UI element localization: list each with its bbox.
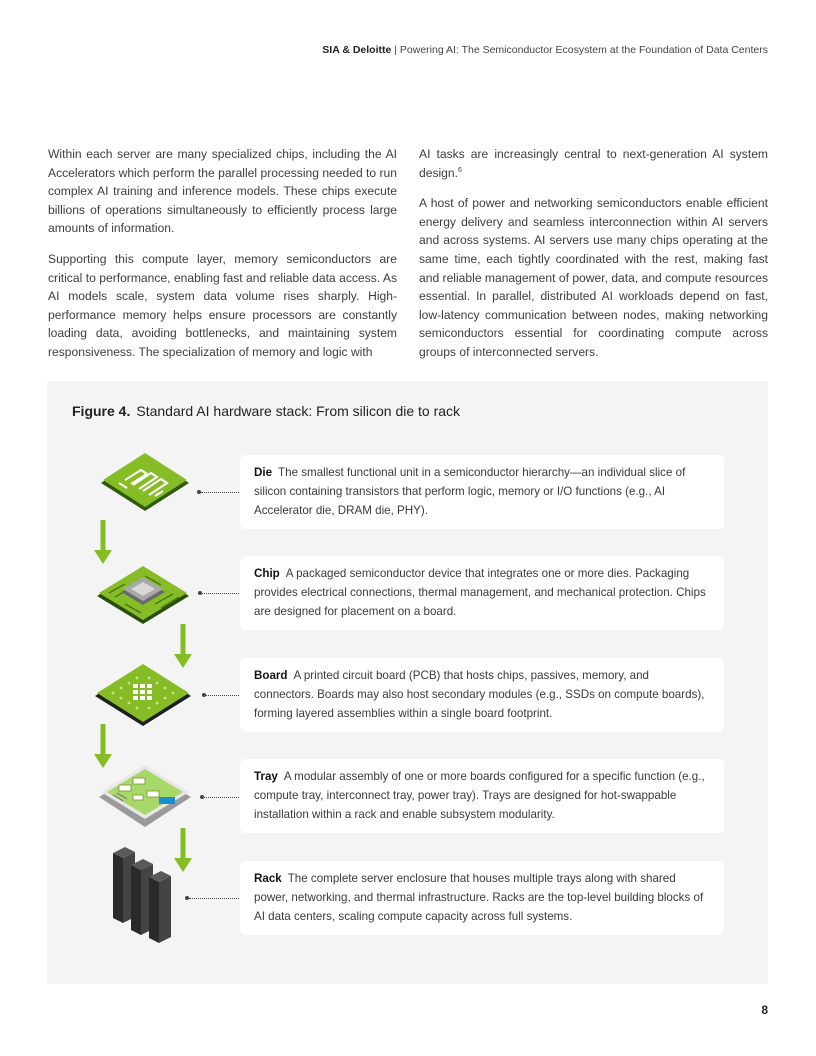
level-description: The smallest functional unit in a semiconductor hierarchy—an individual slice of silicon containing transistors that perform logic, memory or I/O functions (e.g., AI Accelerator die, DRAM die, PHY). <box>254 466 686 517</box>
figure-label: Figure 4. <box>72 403 131 419</box>
left-column <box>48 145 397 374</box>
level-name: Rack <box>254 872 282 885</box>
figure-caption <box>72 403 460 419</box>
arrow-down-icon <box>94 724 112 770</box>
level-card-die <box>240 455 724 529</box>
header-title: Powering AI: The Semiconductor Ecosystem at the Foundation of Data Centers <box>399 44 768 56</box>
level-description: A modular assembly of one or more boards configured for a specific function (e.g., compute tray, interconnect tray, power tray). Trays are designed for hot-swappable installation within a rack and enable subsystem modularity. <box>254 770 705 821</box>
paragraph <box>419 145 768 182</box>
arrow-down-icon <box>174 828 192 874</box>
level-card-rack <box>240 861 724 935</box>
connector-line <box>202 593 241 594</box>
figure-title: Standard AI hardware stack: From silicon die to rack <box>136 403 461 419</box>
board-icon <box>93 662 193 728</box>
header-brand: SIA & Deloitte <box>322 44 392 56</box>
arrow-down-icon <box>174 624 192 670</box>
level-name: Die <box>254 466 273 479</box>
right-column <box>419 145 768 374</box>
level-card-board <box>240 658 724 732</box>
rack-icon <box>109 847 181 945</box>
paragraph: Within each server are many specialized chips, including the AI Accelerators which perform the parallel processing needed to run complex AI training and inference models. These chips execute billions of operations simultaneously to efficiently process large amounts of information. <box>48 147 397 236</box>
paragraph: A host of power and networking semiconductors enable efficient energy delivery and seamless interconnection within AI servers and across systems. AI servers use many chips operating at the same time, each tightly coordinated with the rest, making fast and reliable management of power, data, and compute resources essential. In parallel, distributed AI workloads depend on fast, low-latency communication between nodes, making networking semiconductors essential for coordinating compute across groups of interconnected servers. <box>419 196 768 359</box>
die-icon <box>99 453 191 513</box>
footnote-ref: 6 <box>458 166 462 174</box>
level-name: Tray <box>254 770 278 783</box>
connector-line <box>206 695 241 696</box>
running-header <box>322 44 768 56</box>
header-separator: | <box>391 44 400 56</box>
paragraph-text: AI tasks are increasingly central to next-generation AI system design. <box>419 147 768 180</box>
level-name: Board <box>254 669 288 682</box>
connector-line <box>204 797 241 798</box>
level-name: Chip <box>254 567 280 580</box>
page-number: 8 <box>761 1003 768 1017</box>
chip-icon <box>95 564 191 626</box>
level-description: The complete server enclosure that houses multiple trays along with shared power, networking, and thermal infrastructure. Racks are the top-level building blocks of AI data centers, scaling compute capacity across full systems. <box>254 872 704 923</box>
level-card-tray <box>240 759 724 833</box>
figure-panel <box>47 381 768 984</box>
level-description: A printed circuit board (PCB) that hosts chips, passives, memory, and connectors. Boards may also host secondary modules (e.g., SSDs on compute boards), forming layered assemblies within a single board footprint. <box>254 669 705 720</box>
arrow-down-icon <box>94 520 112 566</box>
level-card-chip <box>240 556 724 630</box>
connector-line <box>189 898 241 899</box>
level-description: A packaged semiconductor device that integrates one or more dies. Packaging provides electrical connections, thermal management, and mechanical protection. Chips are designed for placement on a board. <box>254 567 706 618</box>
tray-icon <box>97 761 193 831</box>
paragraph: Supporting this compute layer, memory semiconductors are critical to performance, enabling fast and reliable data access. As AI models scale, system data volume rises sharply. High-performance memory helps ensure processors are constantly loading data, avoiding bottlenecks, and maintaining system responsiveness. The specialization of memory and logic with <box>48 251 397 359</box>
connector-line <box>201 492 241 493</box>
